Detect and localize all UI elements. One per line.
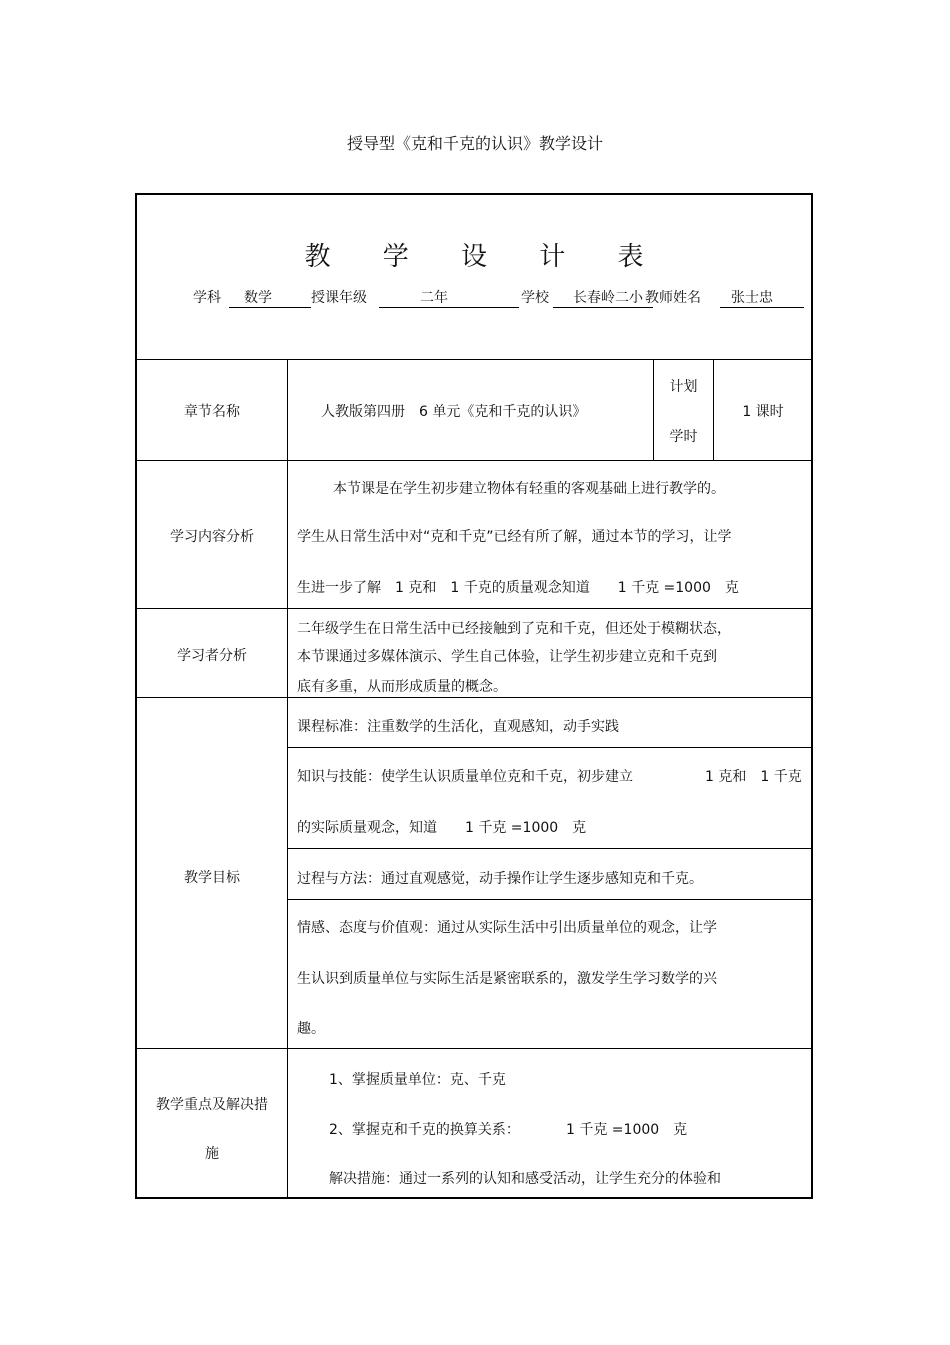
subject-label: 学科 [193,290,221,306]
teacher-value: 张士忠 [731,290,773,306]
column-divider [287,359,288,1199]
school-underline [553,307,653,308]
key-points-label-cont: 施 [205,1146,219,1162]
objective-process: 过程与方法：通过直观感觉，动手操作让学生逐步感知克和千克。 [297,871,703,887]
grade-value: 二年 [420,290,448,306]
teacher-underline [720,307,804,308]
plan-hours-value: 1 课时 [742,404,784,420]
row-divider [136,359,812,360]
key-points-label: 教学重点及解决措 [156,1097,268,1113]
school-label: 学校 [521,290,549,306]
row-divider [288,899,812,900]
content-analysis-label: 学习内容分析 [170,529,254,545]
row-divider [136,608,812,609]
key-point-item: 2、掌握克和千克的换算关系： [329,1122,520,1138]
chapter-value: 人教版第四册 6 单元《克和千克的认识》 [321,404,587,420]
document-title: 授导型《克和千克的认识》教学设计 [346,134,603,153]
row-divider [136,697,812,698]
content-analysis-line: 学生从日常生活中对“克和千克”已经有所了解，通过本节的学习，让学 [297,529,732,545]
content-analysis-line: 生进一步了解 1 克和 1 千克的质量观念知道 1 千克 =1000 克 [297,580,739,596]
plan-hours-label-top: 计划 [669,379,698,395]
objective-knowledge-units: 1 克和 1 千克 [705,769,802,785]
objective-emotion: 生认识到质量单位与实际生活是紧密联系的，激发学生学习数学的兴 [297,971,717,987]
grade-label: 授课年级 [311,290,367,306]
subject-value: 数学 [244,290,272,306]
key-point-conversion: 1 千克 =1000 克 [566,1122,688,1138]
objective-emotion: 情感、态度与价值观：通过从实际生活中引出质量单位的观念，让学 [297,920,717,936]
learner-analysis-line: 底有多重，从而形成质量的概念。 [297,679,507,695]
row-divider [288,747,812,748]
grade-underline [379,307,519,308]
content-analysis-line: 本节课是在学生初步建立物体有轻重的客观基础上进行教学的。 [333,481,725,497]
subject-underline [229,307,311,308]
objective-standard: 课程标准：注重数学的生活化，直观感知，动手实践 [297,719,619,735]
plan-hours-label-bottom: 学时 [669,429,698,445]
objective-emotion: 趣。 [297,1021,325,1037]
key-point-item: 1、掌握质量单位：克、千克 [329,1072,506,1088]
row-divider [288,848,812,849]
learner-analysis-line: 二年级学生在日常生活中已经接触到了克和千克，但还处于模糊状态， [297,621,731,637]
objectives-label: 教学目标 [184,870,240,886]
school-value: 长春岭二小 [573,290,643,306]
key-point-measures: 解决措施：通过一系列的认知和感受活动，让学生充分的体验和 [329,1171,721,1187]
learner-analysis-label: 学习者分析 [177,648,247,664]
row-divider [136,1048,812,1049]
objective-knowledge-cont: 的实际质量观念，知道 1 千克 =1000 克 [297,820,587,836]
table-title: 教 学 设 计 表 [304,242,666,272]
row-divider [136,460,812,461]
objective-knowledge: 知识与技能：使学生认识质量单位克和千克，初步建立 [297,769,633,785]
teacher-label: 教师姓名 [645,290,701,306]
chapter-label: 章节名称 [184,404,240,420]
learner-analysis-line: 本节课通过多媒体演示、学生自己体验，让学生初步建立克和千克到 [297,649,717,665]
